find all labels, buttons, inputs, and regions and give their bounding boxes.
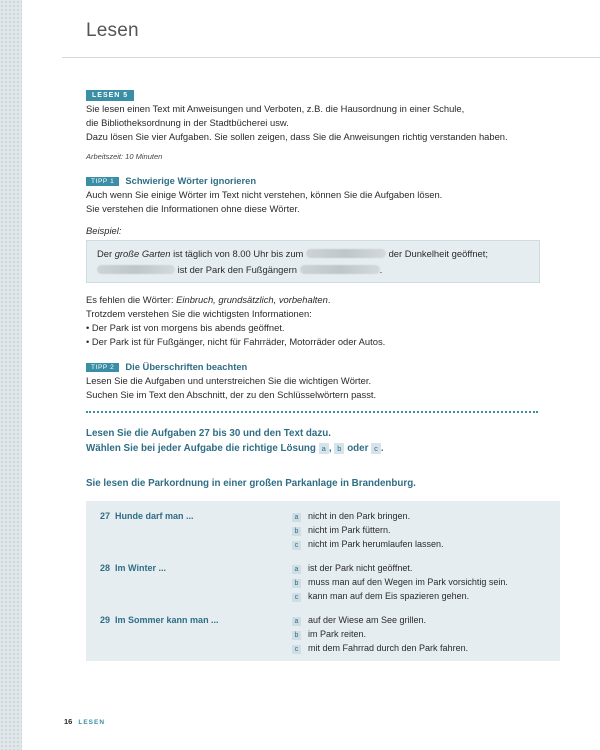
missing-words-line — [86, 293, 330, 307]
option-letter-b: b — [334, 443, 344, 454]
option-letter: b — [292, 527, 301, 536]
example-emphasis: große Garten — [114, 248, 171, 259]
task-stem — [100, 511, 194, 521]
option-text: nicht im Park herumlaufen lassen. — [308, 539, 444, 549]
blurred-word — [97, 265, 175, 274]
blurred-word — [300, 265, 380, 274]
option-text: auf der Wiese am See grillen. — [308, 615, 427, 625]
tipp2-title: Die Überschriften beachten — [125, 361, 248, 372]
page-title: Lesen — [86, 20, 139, 41]
comma: , — [328, 443, 332, 454]
tipp1-badge: TIPP 1 — [86, 177, 119, 186]
example-text: ist täglich von 8.00 Uhr bis zum — [170, 248, 304, 259]
missing-end: . — [327, 294, 331, 305]
intro-line: die Bibliotheksordnung in der Stadtbücherei usw. — [86, 117, 289, 128]
answer-option[interactable] — [292, 539, 444, 550]
option-letter: a — [292, 513, 301, 522]
task-number: 28 — [100, 563, 111, 573]
answer-option[interactable] — [292, 563, 412, 574]
example-text: ist der Park den Fußgängern — [177, 264, 297, 275]
option-text: ist der Park nicht geöffnet. — [308, 563, 413, 573]
answer-option[interactable] — [292, 577, 508, 588]
tipp2-badge: TIPP 2 — [86, 363, 119, 372]
context-line: Sie lesen die Parkordnung in einer großen Parkanlage in Brandenburg. — [86, 478, 416, 489]
example-box — [86, 240, 540, 283]
page-footer — [64, 717, 105, 726]
oder-text: oder — [347, 443, 369, 454]
answer-option[interactable] — [292, 591, 469, 602]
option-letter: a — [292, 617, 301, 626]
instruction-line-2 — [86, 443, 384, 454]
option-letter: c — [292, 645, 301, 654]
example-text: Der — [97, 248, 115, 259]
instruction-text: Wählen Sie bei jeder Aufgabe die richtige Lösung — [86, 443, 316, 454]
task-question: Im Sommer kann man ... — [115, 615, 219, 625]
task-question: Hunde darf man ... — [115, 511, 194, 521]
bullet-item: • Der Park ist von morgens bis abends geöffnet. — [86, 322, 285, 333]
option-letter-c: c — [371, 443, 381, 454]
option-text: im Park reiten. — [308, 629, 367, 639]
dotted-divider — [86, 411, 538, 413]
footer-section: LESEN — [78, 719, 106, 726]
answer-option[interactable] — [292, 525, 391, 536]
tipp1-title: Schwierige Wörter ignorieren — [125, 175, 257, 186]
option-letter: c — [292, 593, 301, 602]
answer-option[interactable] — [292, 615, 426, 626]
option-letter: b — [292, 579, 301, 588]
title-divider — [62, 57, 600, 58]
missing-words: Einbruch, grundsätzlich, vorbehalten — [176, 294, 328, 305]
example-text: . — [379, 264, 383, 275]
option-text: muss man auf den Wegen im Park vorsichtig sein. — [308, 577, 508, 587]
tipp1-line: Sie verstehen die Informationen ohne diese Wörter. — [86, 203, 300, 214]
period: . — [380, 443, 384, 454]
option-text: mit dem Fahrrad durch den Park fahren. — [308, 643, 469, 653]
example-line-1 — [97, 248, 488, 259]
blurred-word — [306, 249, 386, 258]
task-stem — [100, 563, 166, 573]
page-edge-texture — [0, 0, 22, 750]
task-stem — [100, 615, 219, 625]
option-text: nicht in den Park bringen. — [308, 511, 411, 521]
section-badge: LESEN 5 — [86, 90, 134, 101]
instruction-line-1: Lesen Sie die Aufgaben 27 bis 30 und den Text dazu. — [86, 428, 331, 439]
option-letter: c — [292, 541, 301, 550]
task-question: Im Winter ... — [115, 563, 166, 573]
option-letter: a — [292, 565, 301, 574]
answer-option[interactable] — [292, 629, 366, 640]
intro-line: Dazu lösen Sie vier Aufgaben. Sie sollen zeigen, dass Sie die Anweisungen richtig verstanden haben. — [86, 131, 508, 142]
tipp2-line: Lesen Sie die Aufgaben und unterstreichen Sie die wichtigen Wörter. — [86, 375, 372, 386]
option-letter: b — [292, 631, 301, 640]
bullet-item: • Der Park ist für Fußgänger, nicht für Fahrräder, Motorräder oder Autos. — [86, 336, 386, 347]
intro-line: Sie lesen einen Text mit Anweisungen und Verboten, z.B. die Hausordnung in einer Schule, — [86, 103, 465, 114]
answer-option[interactable] — [292, 511, 410, 522]
task-number: 27 — [100, 511, 111, 521]
task-box — [86, 501, 560, 661]
missing-label: Es fehlen die Wörter: — [86, 294, 177, 305]
option-text: kann man auf dem Eis spazieren gehen. — [308, 591, 470, 601]
example-line-2 — [97, 264, 382, 275]
tipp2-heading — [86, 361, 247, 372]
option-text: nicht im Park füttern. — [308, 525, 391, 535]
beispiel-label: Beispiel: — [86, 225, 122, 236]
answer-option[interactable] — [292, 643, 468, 654]
tipp1-heading — [86, 175, 256, 186]
tipp2-line: Suchen Sie im Text den Abschnitt, der zu den Schlüsselwörtern passt. — [86, 389, 377, 400]
trotzdem-line: Trotzdem verstehen Sie die wichtigsten Informationen: — [86, 308, 312, 319]
option-letter-a: a — [319, 443, 329, 454]
tipp1-line: Auch wenn Sie einige Wörter im Text nicht verstehen, können Sie die Aufgaben lösen. — [86, 189, 443, 200]
page-number: 16 — [64, 717, 73, 726]
example-text: der Dunkelheit geöffnet; — [388, 248, 488, 259]
worktime: Arbeitszeit: 10 Minuten — [86, 152, 163, 161]
task-number: 29 — [100, 615, 111, 625]
document-page — [22, 0, 600, 750]
